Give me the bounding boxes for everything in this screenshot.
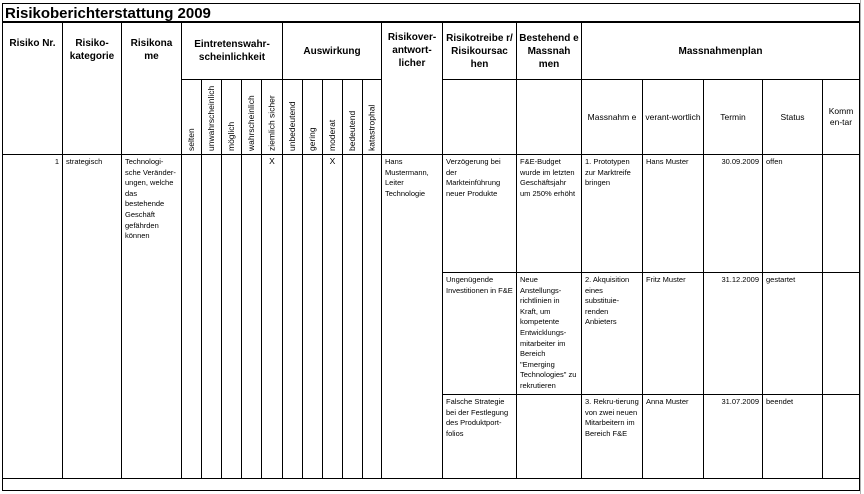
massnahme-cell[interactable]: 2. Akquisition eines substituie-renden Anbieters (581, 272, 643, 395)
subheader-verantwortlich[interactable]: verant-wortlich (642, 79, 704, 155)
mark-cell[interactable] (282, 154, 303, 479)
header-verantwortlicher[interactable]: Risikover-antwort-licher (381, 22, 443, 155)
gridline (860, 0, 861, 494)
mark-cell[interactable] (221, 154, 242, 479)
subheader-selten[interactable]: selten (181, 79, 202, 155)
kommentar-cell[interactable] (822, 394, 860, 479)
subheader-unwahrscheinlich[interactable]: unwahrscheinlich (201, 79, 222, 155)
subheader-kommentar[interactable]: Komm en-tar (822, 79, 860, 155)
risk-name-cell[interactable]: Technologi-sche Veränder-ungen, welche das bestehende Geschäft gefährden können (121, 154, 182, 479)
header-kategorie[interactable]: Risiko-kategorie (62, 22, 122, 155)
verantwortlich-cell[interactable]: Anna Muster (642, 394, 704, 479)
verantwortlich-cell[interactable]: Hans Muster (642, 154, 704, 273)
treiber-cell[interactable]: Verzögerung bei der Markteinführung neuer Produkte (442, 154, 517, 273)
header-bestehende[interactable]: Bestehend e Massnah men (516, 22, 582, 80)
verantwortlich-cell[interactable]: Fritz Muster (642, 272, 704, 395)
risk-nr-cell[interactable]: 1 (2, 154, 63, 479)
termin-cell[interactable]: 31.07.2009 (703, 394, 763, 479)
status-cell[interactable]: gestartet (762, 272, 823, 395)
header-treiber[interactable]: Risikotreibe r/ Risikoursac hen (442, 22, 517, 80)
mark-cell[interactable] (181, 154, 202, 479)
header-risikoname[interactable]: Risikona me (121, 22, 182, 155)
subheader-bedeutend[interactable]: bedeutend (342, 79, 363, 155)
subheader-wahrscheinlich[interactable]: wahrscheinlich (241, 79, 262, 155)
auswirkung-mark-cell[interactable]: X (322, 154, 343, 479)
verantwortlicher-cell[interactable]: Hans Mustermann, Leiter Technologie (381, 154, 443, 479)
subheader-moderat[interactable]: moderat (322, 79, 343, 155)
bestehende-cell[interactable] (516, 394, 582, 479)
status-cell[interactable]: beendet (762, 394, 823, 479)
eintretens-mark-cell[interactable]: X (261, 154, 283, 479)
mark-cell[interactable] (362, 154, 382, 479)
header-risiko-nr[interactable]: Risiko Nr. (2, 22, 63, 155)
subheader-unbedeutend[interactable]: unbedeutend (282, 79, 303, 155)
sheet-title[interactable]: Risikoberichterstattung 2009 (2, 3, 860, 22)
subheader-ziemlich-sicher[interactable]: ziemlich sicher (261, 79, 283, 155)
subheader-katastrophal[interactable]: katastrophal (362, 79, 382, 155)
subheader-status[interactable]: Status (762, 79, 823, 155)
kommentar-cell[interactable] (822, 154, 860, 273)
subheader-massnahme[interactable]: Massnahm e (581, 79, 643, 155)
treiber-cell[interactable]: Ungenügende Investitionen in F&E (442, 272, 517, 395)
massnahme-cell[interactable]: 1. Prototypen zur Marktreife bringen (581, 154, 643, 273)
mark-cell[interactable] (201, 154, 222, 479)
header-auswirkung[interactable]: Auswirkung (282, 22, 382, 80)
header-bestehende-lower[interactable] (516, 79, 582, 155)
termin-cell[interactable]: 30.09.2009 (703, 154, 763, 273)
header-eintretens[interactable]: Eintretenswahr-scheinlichkeit (181, 22, 283, 80)
termin-cell[interactable]: 31.12.2009 (703, 272, 763, 395)
treiber-cell[interactable]: Falsche Strategie bei der Festlegung des Produktport-folios (442, 394, 517, 479)
header-treiber-lower[interactable] (442, 79, 517, 155)
subheader-termin[interactable]: Termin (703, 79, 763, 155)
kommentar-cell[interactable] (822, 272, 860, 395)
empty-row[interactable] (2, 478, 860, 491)
header-massnahmenplan[interactable]: Massnahmenplan (581, 22, 860, 80)
status-cell[interactable]: offen (762, 154, 823, 273)
subheader-moeglich[interactable]: möglich (221, 79, 242, 155)
mark-cell[interactable] (342, 154, 363, 479)
subheader-gering[interactable]: gering (302, 79, 323, 155)
bestehende-cell[interactable]: F&E-Budget wurde im letzten Geschäftsjahr um 250% erhöht (516, 154, 582, 273)
massnahme-cell[interactable]: 3. Rekru-tierung von zwei neuen Mitarbeitern im Bereich F&E (581, 394, 643, 479)
bestehende-cell[interactable]: Neue Anstellungs-richtlinien in Kraft, um kompetente Entwicklungs-mitarbeiter im Bereich "Emerging Technologies" zu rekrutieren (516, 272, 582, 395)
risk-kategorie-cell[interactable]: strategisch (62, 154, 122, 479)
mark-cell[interactable] (241, 154, 262, 479)
mark-cell[interactable] (302, 154, 323, 479)
